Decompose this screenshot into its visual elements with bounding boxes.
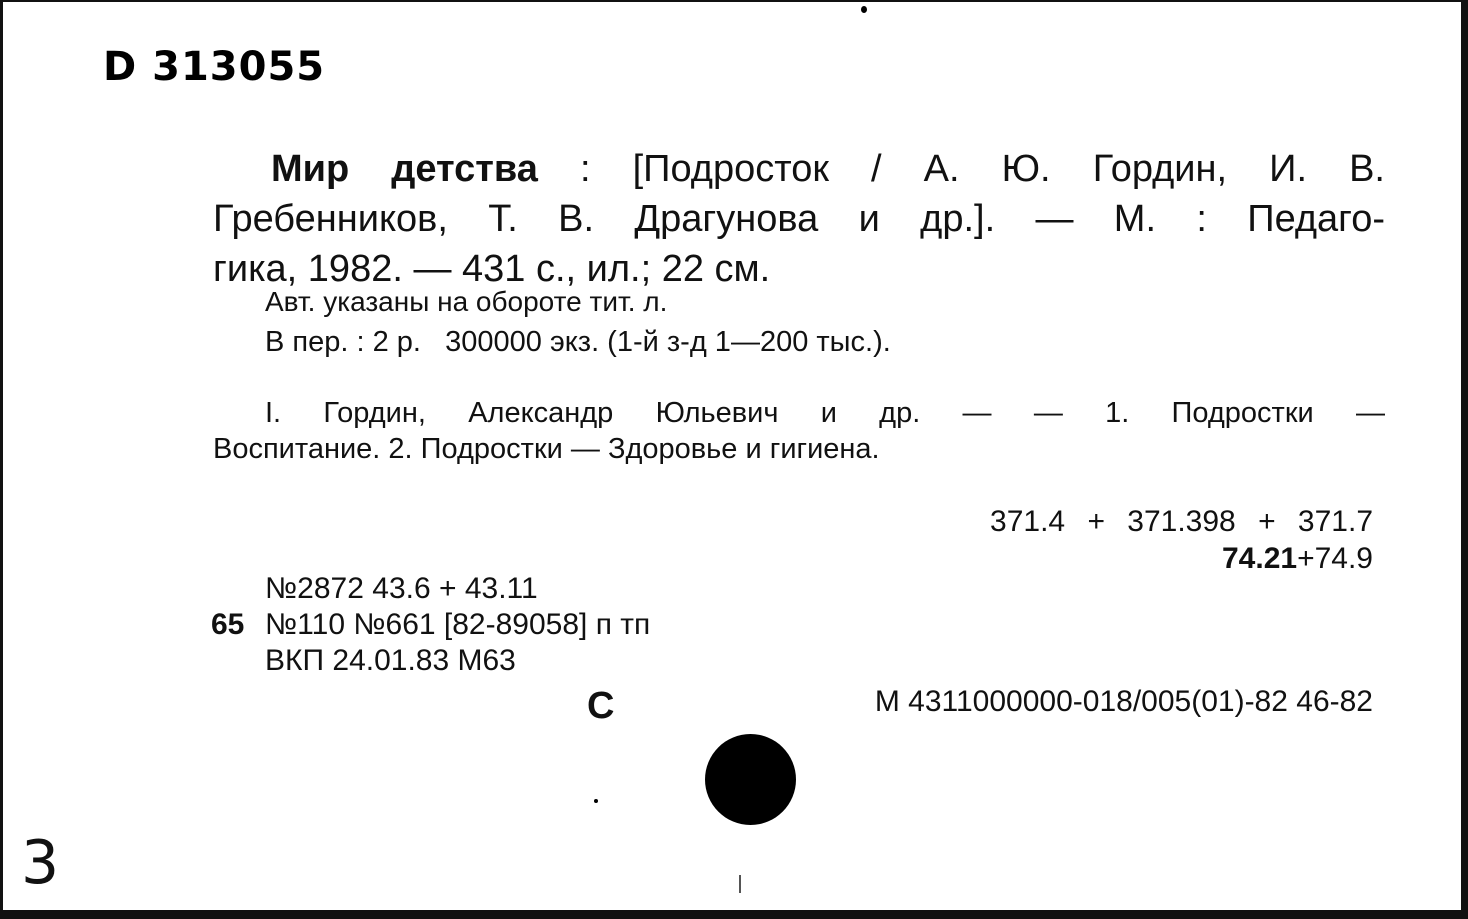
- title-line-1: [213, 144, 1385, 194]
- subject-tracings: [213, 395, 1385, 467]
- ink-speck: [594, 799, 598, 803]
- registry-line-2-prefix: 65: [211, 608, 245, 641]
- punch-hole: [705, 734, 796, 825]
- price-edition-note: В пер. : 2 р. 300000 экз. (1-й з-д 1—200 тыс.).: [265, 326, 891, 358]
- scan-mark: [739, 875, 741, 893]
- title-line-2: Гребенников, Т. В. Драгунова и др.]. — М. : Педаго-: [213, 198, 1385, 240]
- copyright-mark: С: [587, 685, 615, 727]
- ink-speck: [861, 6, 867, 13]
- registry-line-2: №110 №661 [82-89058] п тп: [265, 608, 651, 641]
- bbk-classification: [1222, 542, 1373, 576]
- bibliographic-description: [213, 144, 1385, 294]
- registry-line-3: ВКП 24.01.83 М63: [265, 644, 516, 677]
- bbk-secondary: +74.9: [1297, 542, 1373, 575]
- call-number: D 313055: [103, 44, 326, 90]
- book-title: Мир детства: [271, 148, 538, 190]
- tracing-line-1: I. Гордин, Александр Юльевич и др. — — 1. Подростки —: [265, 397, 1385, 429]
- udc-classification: 371.4 + 371.398 + 371.7: [990, 505, 1373, 538]
- tracing-line-2: Воспитание. 2. Подростки — Здоровье и гигиена.: [213, 433, 880, 465]
- publisher-code: М 4311000000-018/005(01)-82 46-82: [874, 685, 1373, 718]
- title-line-1-rest: : [Подросток / А. Ю. Гордин, И. В.: [537, 148, 1385, 190]
- registry-line-1: №2872 43.6 + 43.11: [265, 572, 538, 605]
- bbk-primary: 74.21: [1222, 542, 1298, 575]
- handwritten-mark: 3: [21, 828, 60, 898]
- title-line-3: гика, 1982. — 431 с., ил.; 22 см.: [213, 248, 771, 290]
- authors-note: Авт. указаны на обороте тит. л.: [265, 286, 668, 317]
